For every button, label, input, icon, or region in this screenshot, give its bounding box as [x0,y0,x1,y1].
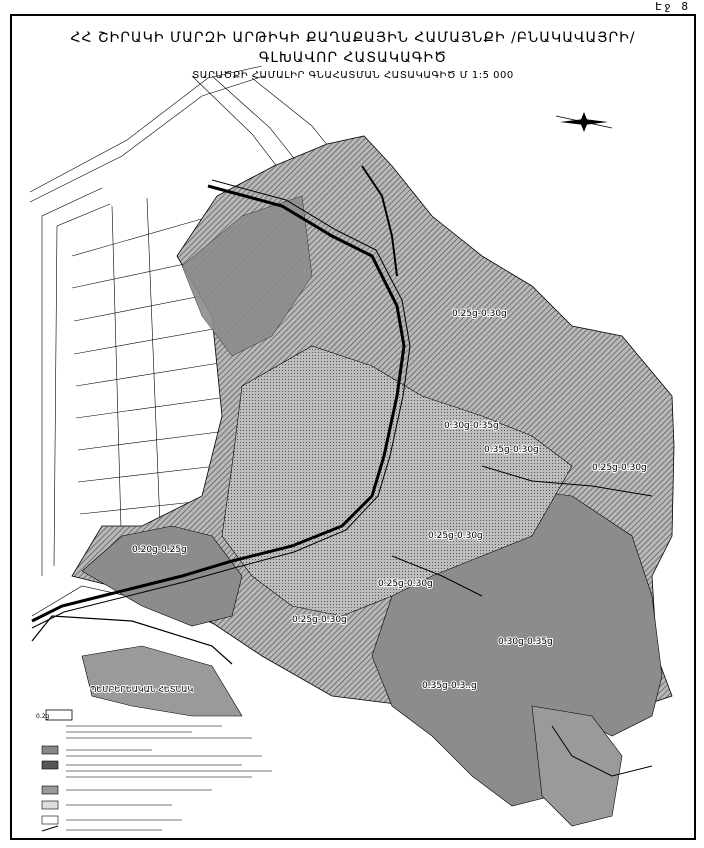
legend-swatches [42,746,58,831]
legend-marker [36,710,72,720]
zone-label: 0.20g-0.25g [132,545,187,555]
legend-marker-label: 0.2g [36,713,50,720]
north-arrow-icon [556,112,612,132]
page-number: Էջ 8 [655,0,690,13]
map-subtitle-scale: ՏԱՐԱԾՔԻ ՀԱՄԱԼԻՐ ԳՆԱՀԱՏՄԱՆ ՀԱՏԱԿԱԳԻԾ Մ 1:5 000 [192,70,514,81]
map-frame [10,14,696,840]
zone-label: 0.25g-0.30g [428,531,483,541]
map-title-line-2: ԳԼԽԱՎՈՐ ՀԱՏԱԿԱԳԻԾ [258,50,448,66]
zone-label: 0.30g-0.35g [444,421,499,431]
zone-label: 0.25g-0.30g [292,615,347,625]
zone-label: 0.35g-0.30g [484,445,539,455]
settlement-zones [72,136,674,826]
map-title-line-1: ՀՀ ՇԻՐԱԿԻ ՄԱՐԶԻ ԱՐԹԻԿԻ ՔԱՂԱՔԱՅԻՆ ՀԱՄԱՅՆՔԻ /ԲՆԱԿԱՎԱՅՐԻ/ [70,30,636,46]
zone-label: 0.30g-0.35g [498,637,553,647]
zone-label: 0.35g-0.3..g [422,681,477,691]
legend-text-lines [66,726,272,830]
zone-label: 0.25g-0.30g [592,463,647,473]
zone-label: 0.25g-0.30g [452,309,507,319]
map-canvas [12,16,696,840]
zone-label: 0.25g-0.30g [378,579,433,589]
zone-southwest-patch [82,646,242,716]
place-label: ՊԵՄԲԵՐԵԱԿԱՆ ՀԵՏՆԱԿ [90,685,194,694]
